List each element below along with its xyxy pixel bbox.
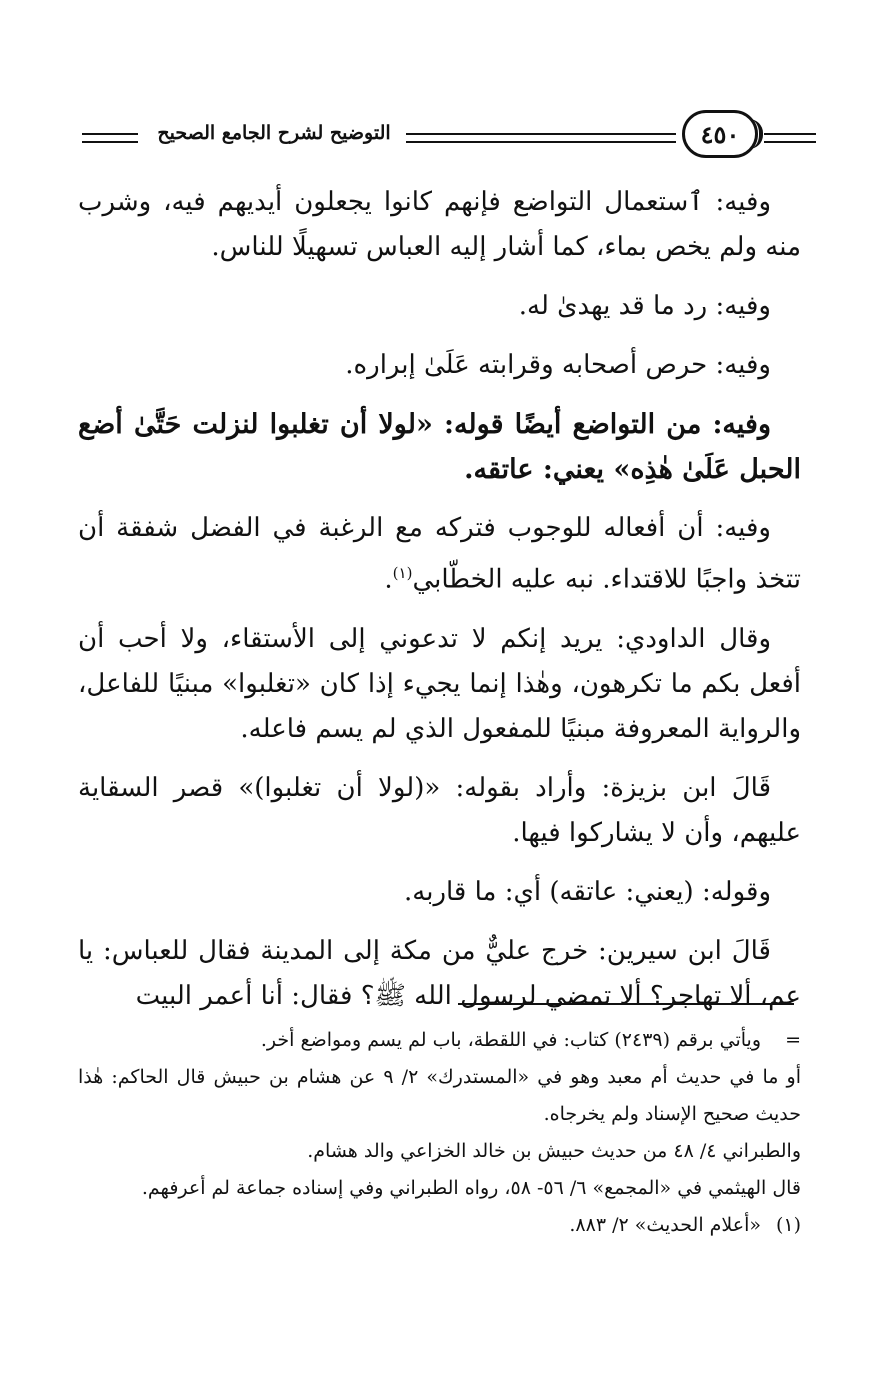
footnote-continued-line-3: والطبراني ٤/ ٤٨ من حديث حبيش بن خالد الخزاعي والد هشام. (307, 1140, 801, 1162)
footnote-continued-text-1: ويأتي برقم (٢٤٣٩) كتاب: في اللقطة، باب لم يسم ومواضع أخر. (260, 1029, 761, 1051)
page-number-badge (682, 110, 758, 158)
header-rule-left (82, 133, 138, 143)
paragraph-3: وفيه: حرص أصحابه وقرابته عَلَىٰ إبراره. (345, 350, 771, 380)
footnote-1-text: «أعلام الحديث» ٢/ ٨٨٣. (569, 1214, 761, 1236)
paragraph-2: وفيه: رد ما قد يهدىٰ له. (518, 291, 771, 321)
footnote-1 (78, 1207, 801, 1244)
footnote-continued-line-2: أو ما في حديث أم معبد وهو في «المستدرك» ٢/ ٩ عن هشام بن حبيش قال الحاكم: هٰذا حديث صحيح الإسناد ولم يخرجاه. (78, 1066, 801, 1125)
paragraph-7: قَالَ ابن بزيزة: وأراد بقوله: «(لولا أن تغلبوا)» قصر السقاية عليهم، وأن لا يشاركوا فيها. (78, 772, 801, 848)
paragraph-9: قَالَ ابن سيرين: خرج عليٌّ من مكة إلى المدينة فقال للعباس: يا عم، ألا تهاجر؟ ألا تمضي لرسول الله ﷺ؟ فقال: أنا أعمر البيت (78, 935, 801, 1011)
paragraph-6: وقال الداودي: يريد إنكم لا تدعوني إلى الأستقاء، ولا أحب أن أفعل بكم ما تكرهون، وهٰذا إنما يجيء إذا كان «تغلبوا» مبنيًا للفاعل، والرواية المعروفة مبنيًا للمفعول الذي لم يسم فاعله. (78, 623, 801, 744)
paragraph-5-text: وفيه: أن أفعاله للوجوب فتركه مع الرغبة في الفضل شفقة أن تتخذ واجبًا للاقتداء. نبه عليه الخطّابي (78, 513, 801, 595)
footnote-continued-line-4: قال الهيثمي في «المجمع» ٦/ ٥٦- ٥٨، رواه الطبراني وفي إسناده جماعة لم أعرفهم. (141, 1177, 801, 1199)
paragraph-5-end: . (384, 564, 393, 595)
footnote-continued-line-1 (78, 1022, 801, 1059)
header-rule-middle (406, 133, 676, 143)
paragraph-4: وفيه: من التواضع أيضًا قوله: «لولا أن تغلبوا لنزلت حَتَّىٰ أضع الحبل عَلَىٰ هٰذِه» يعني: عاتقه. (78, 409, 801, 485)
footnote-ref-1: (١) (392, 564, 413, 582)
paragraph-1: وفيه: ٱستعمال التواضع فإنهم كانوا يجعلون أيديهم فيه، وشرب منه ولم يخص بماء، كما أشار إليه العباس تسهيلًا للناس. (78, 187, 801, 262)
continuation-mark: = (785, 1029, 801, 1051)
footnote-divider (458, 1003, 794, 1005)
main-text (78, 180, 801, 1033)
header-rule-right (764, 133, 816, 143)
paragraph-8: وقوله: (يعني: عاتقه) أي: ما قاربه. (404, 876, 771, 907)
page-header (74, 108, 805, 164)
running-title: التوضيح لشرح الجامع الصحيح (157, 122, 391, 144)
page-number: ٤٥٠ (700, 119, 740, 149)
footnotes (78, 1022, 801, 1244)
footnote-1-mark: (١) (775, 1214, 801, 1236)
paragraph-5 (78, 506, 801, 603)
